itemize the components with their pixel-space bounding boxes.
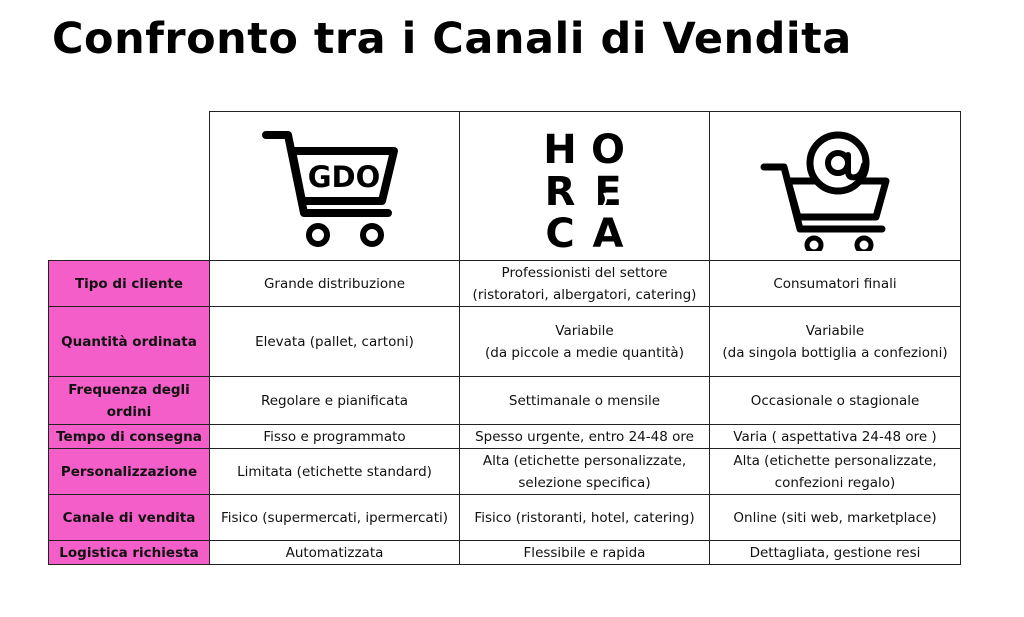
table-row (49, 495, 961, 541)
horeca-letter-r: R (544, 169, 575, 215)
table-cell: Flessibile e rapida (460, 541, 710, 565)
table-cell: Fisso e programmato (210, 425, 460, 449)
row-label: Frequenza degli ordini (49, 377, 210, 425)
row-label: Tempo di consegna (49, 425, 210, 449)
table-cell: Elevata (pallet, cartoni) (210, 307, 460, 377)
row-label: Canale di vendita (49, 495, 210, 541)
table-cell: Online (siti web, marketplace) (710, 495, 961, 541)
corner-blank (49, 112, 210, 261)
table-row (49, 377, 961, 425)
table-cell: Limitata (etichette standard) (210, 449, 460, 495)
table-row (49, 307, 961, 377)
horeca-icon (530, 121, 640, 251)
table-cell: Automatizzata (210, 541, 460, 565)
row-label: Personalizzazione (49, 449, 210, 495)
table-cell: Settimanale o mensile (460, 377, 710, 425)
cart-gdo-icon (260, 121, 410, 251)
table-cell: Alta (etichette personalizzate, confezioni regalo) (710, 449, 961, 495)
table-cell: Variabile (da singola bottiglia a confezioni) (710, 307, 961, 377)
horeca-letter-h: H (542, 127, 577, 173)
table-cell: Occasionale o stagionale (710, 377, 961, 425)
logo-cell-online (710, 112, 961, 261)
table-cell: Consumatori finali (710, 261, 961, 307)
table-row (49, 541, 961, 565)
horeca-letter-c: C (544, 211, 575, 251)
table-cell: Professionisti del settore (ristoratori, albergatori, catering) (460, 261, 710, 307)
row-label: Logistica richiesta (49, 541, 210, 565)
table-row (49, 449, 961, 495)
table-cell: Variabile (da piccole a medie quantità) (460, 307, 710, 377)
logo-cell-horeca (460, 112, 710, 261)
table-cell: Grande distribuzione (210, 261, 460, 307)
cart-at-sign-icon (760, 121, 910, 251)
horeca-letter-o: O (590, 127, 625, 173)
comparison-table (48, 111, 961, 565)
horeca-letter-a: A (592, 211, 623, 251)
row-label: Quantità ordinata (49, 307, 210, 377)
table-cell: Alta (etichette personalizzate, selezione specifica) (460, 449, 710, 495)
table-cell: Fisico (ristoranti, hotel, catering) (460, 495, 710, 541)
row-label: Tipo di cliente (49, 261, 210, 307)
logo-cell-gdo (210, 112, 460, 261)
logo-row (49, 112, 961, 261)
table-cell: Regolare e pianificata (210, 377, 460, 425)
table-row (49, 425, 961, 449)
table-row (49, 261, 961, 307)
table-cell: Spesso urgente, entro 24-48 ore (460, 425, 710, 449)
horeca-letter-e: E (593, 169, 622, 215)
table-cell: Fisico (supermercati, ipermercati) (210, 495, 460, 541)
gdo-logo-text: GDO (307, 160, 380, 194)
table-cell: Dettagliata, gestione resi (710, 541, 961, 565)
page-title: Confronto tra i Canali di Vendita (52, 14, 852, 64)
table-cell: Varia ( aspettativa 24-48 ore ) (710, 425, 961, 449)
